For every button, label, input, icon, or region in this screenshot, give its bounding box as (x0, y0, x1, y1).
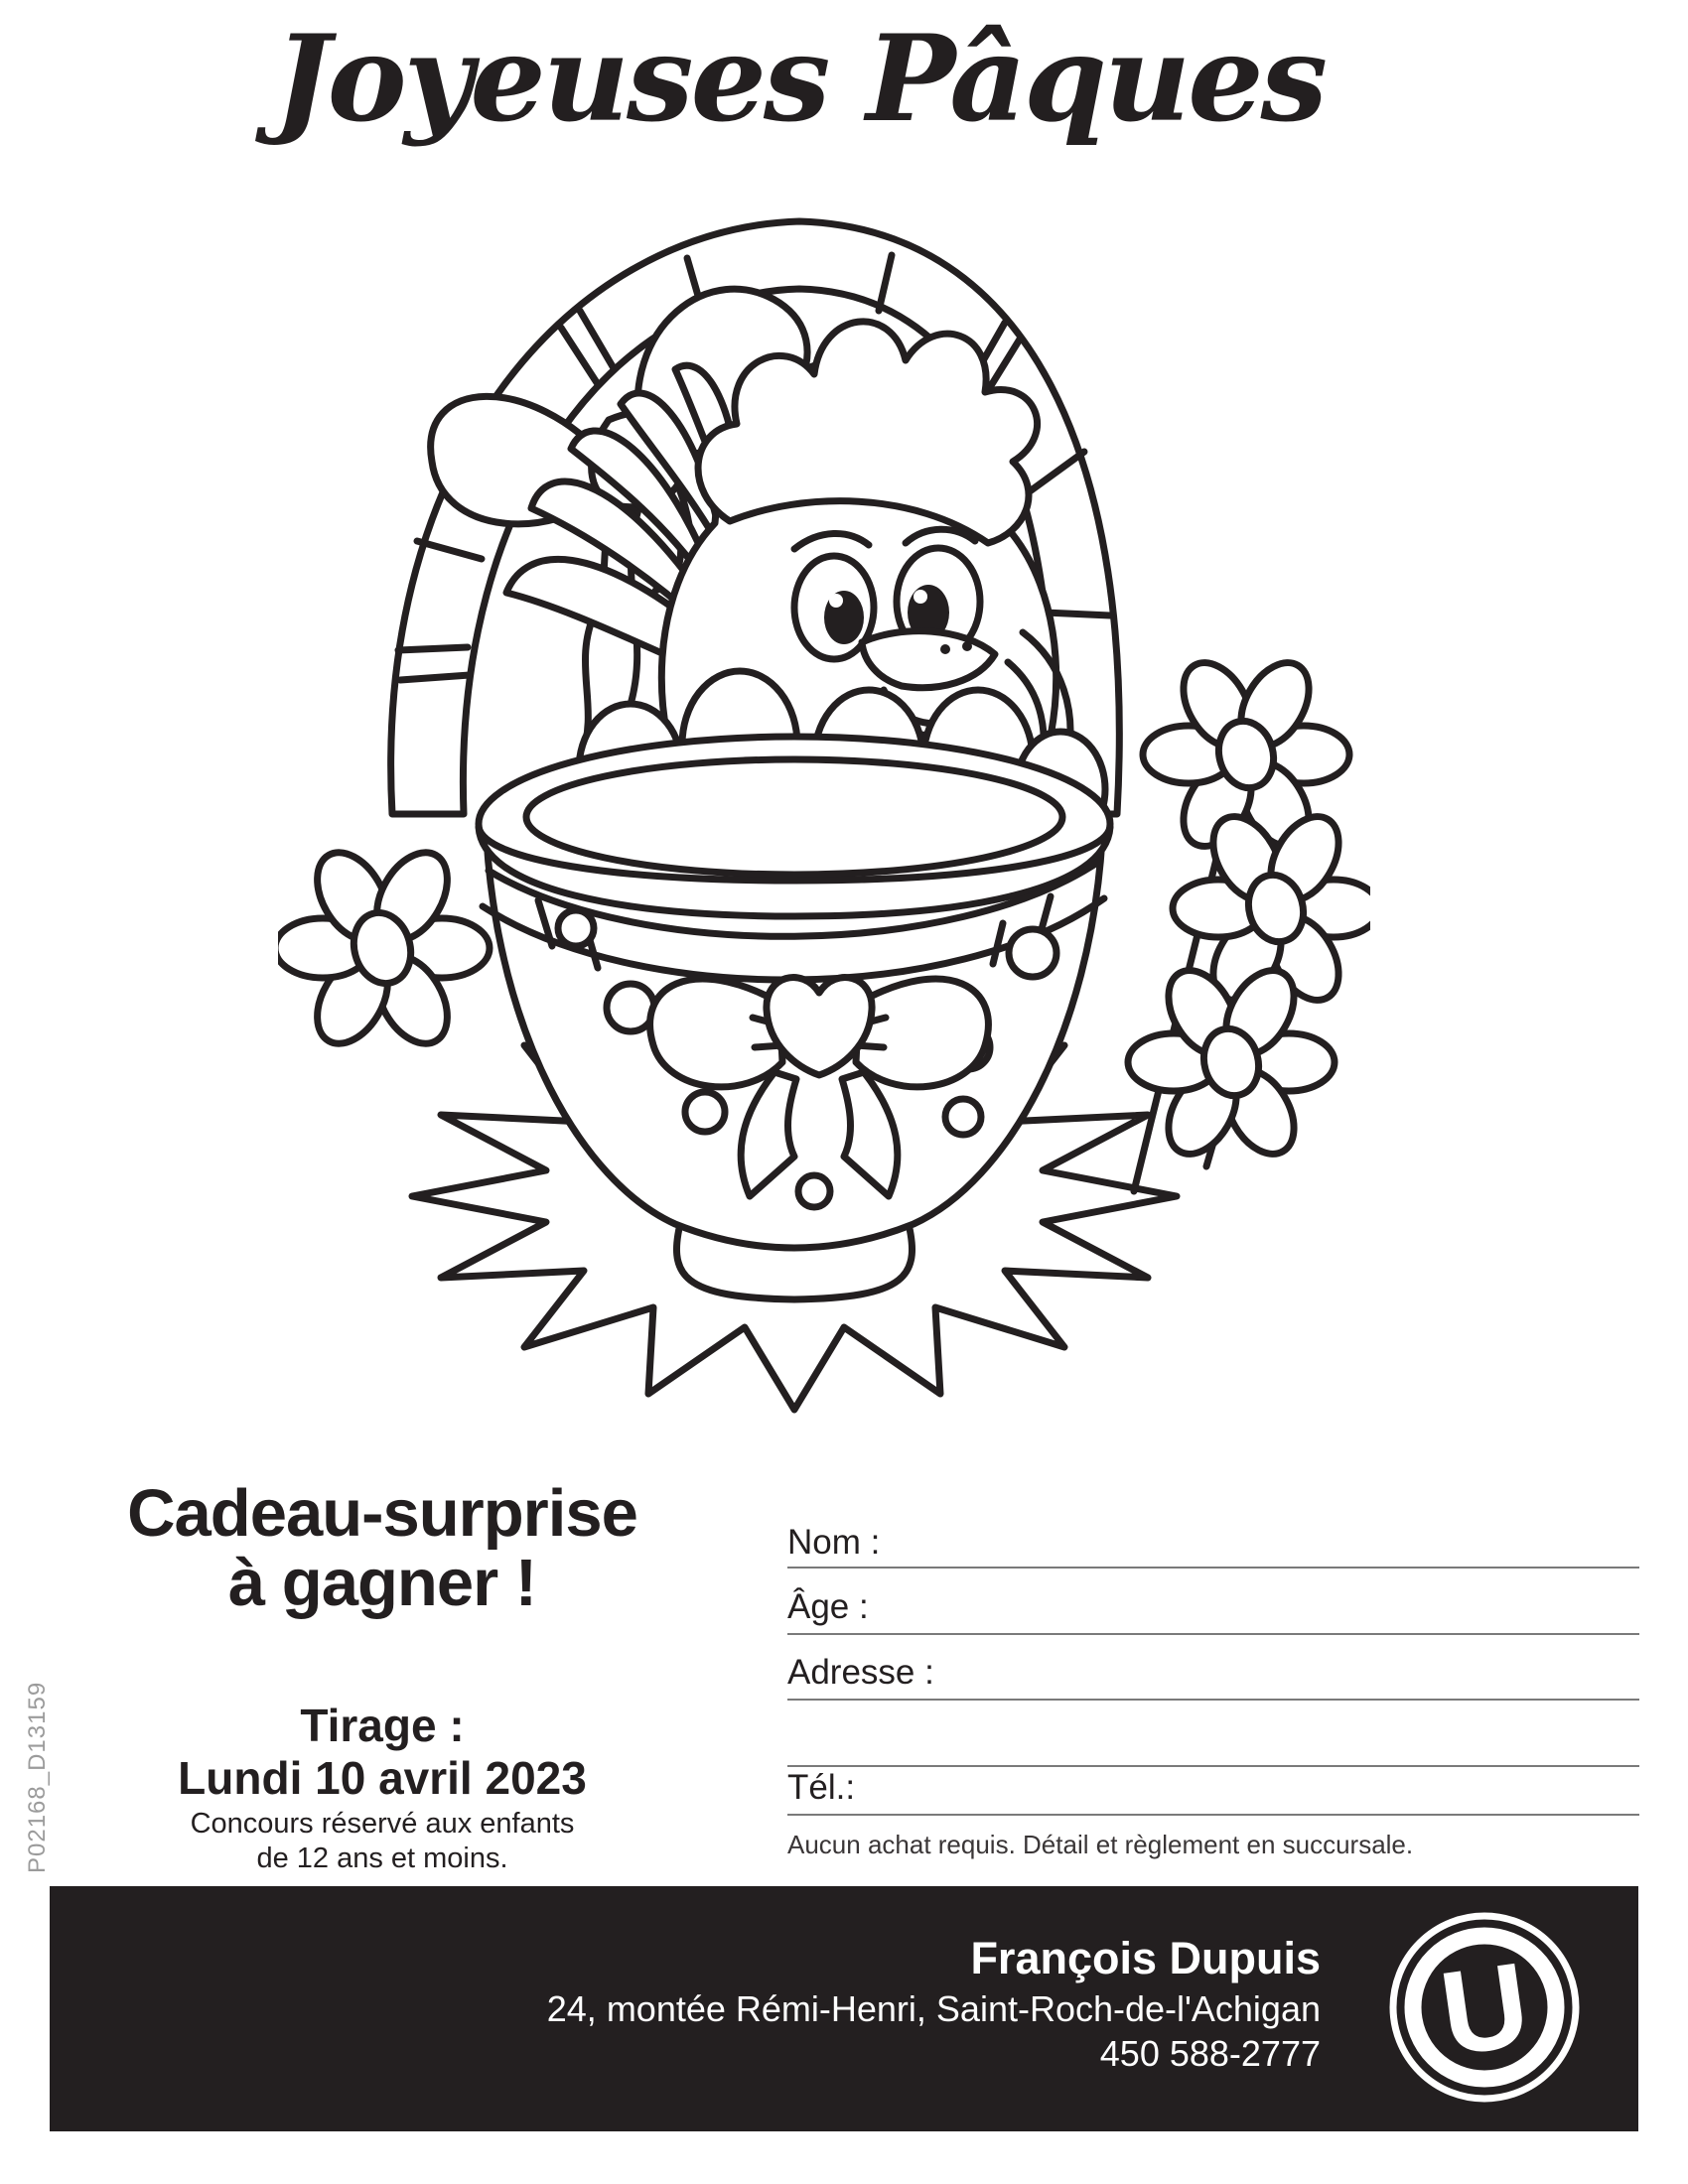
name-field-line (787, 1567, 1639, 1569)
easter-coloring-illustration (278, 164, 1370, 1425)
address-field-line (787, 1699, 1639, 1701)
store-info (547, 1932, 1321, 2077)
store-phone: 450 588-2777 (1099, 2033, 1321, 2075)
draw-date: Lundi 10 avril 2023 (178, 1752, 587, 1805)
chick-basket-drawing (278, 164, 1370, 1425)
store-owner-name: François Dupuis (970, 1933, 1321, 1983)
logo-letter: U (1433, 1937, 1537, 2082)
name-field-label: Nom : (787, 1523, 881, 1562)
production-code: P02168_D13159 (24, 1681, 51, 1873)
phone-field-line (787, 1814, 1639, 1816)
contest-note-line2: de 12 ans et moins. (256, 1842, 508, 1874)
prize-headline-line1: Cadeau-surprise (127, 1476, 637, 1551)
uniprix-logo (1385, 1908, 1584, 2107)
address-field-label: Adresse : (787, 1653, 934, 1692)
phone-field-label: Tél.: (787, 1768, 856, 1807)
age-field-label: Âge : (787, 1587, 869, 1626)
contest-eligibility-note (94, 1807, 670, 1876)
contest-disclaimer: Aucun achat requis. Détail et règlement en succursale. (787, 1830, 1414, 1859)
contest-note-line1: Concours réservé aux enfants (190, 1808, 575, 1840)
address-field-line2 (787, 1765, 1639, 1767)
draw-info (94, 1700, 670, 1806)
prize-headline (94, 1476, 670, 1621)
page-title: Joyeuses Pâques (273, 9, 1326, 149)
prize-headline-line2: à gagner ! (227, 1546, 537, 1621)
age-field-line (787, 1633, 1639, 1635)
store-footer-bar (50, 1886, 1638, 2131)
store-address: 24, montée Rémi-Henri, Saint-Roch-de-l'Achigan (546, 1987, 1321, 2029)
draw-label: Tirage : (300, 1700, 465, 1751)
